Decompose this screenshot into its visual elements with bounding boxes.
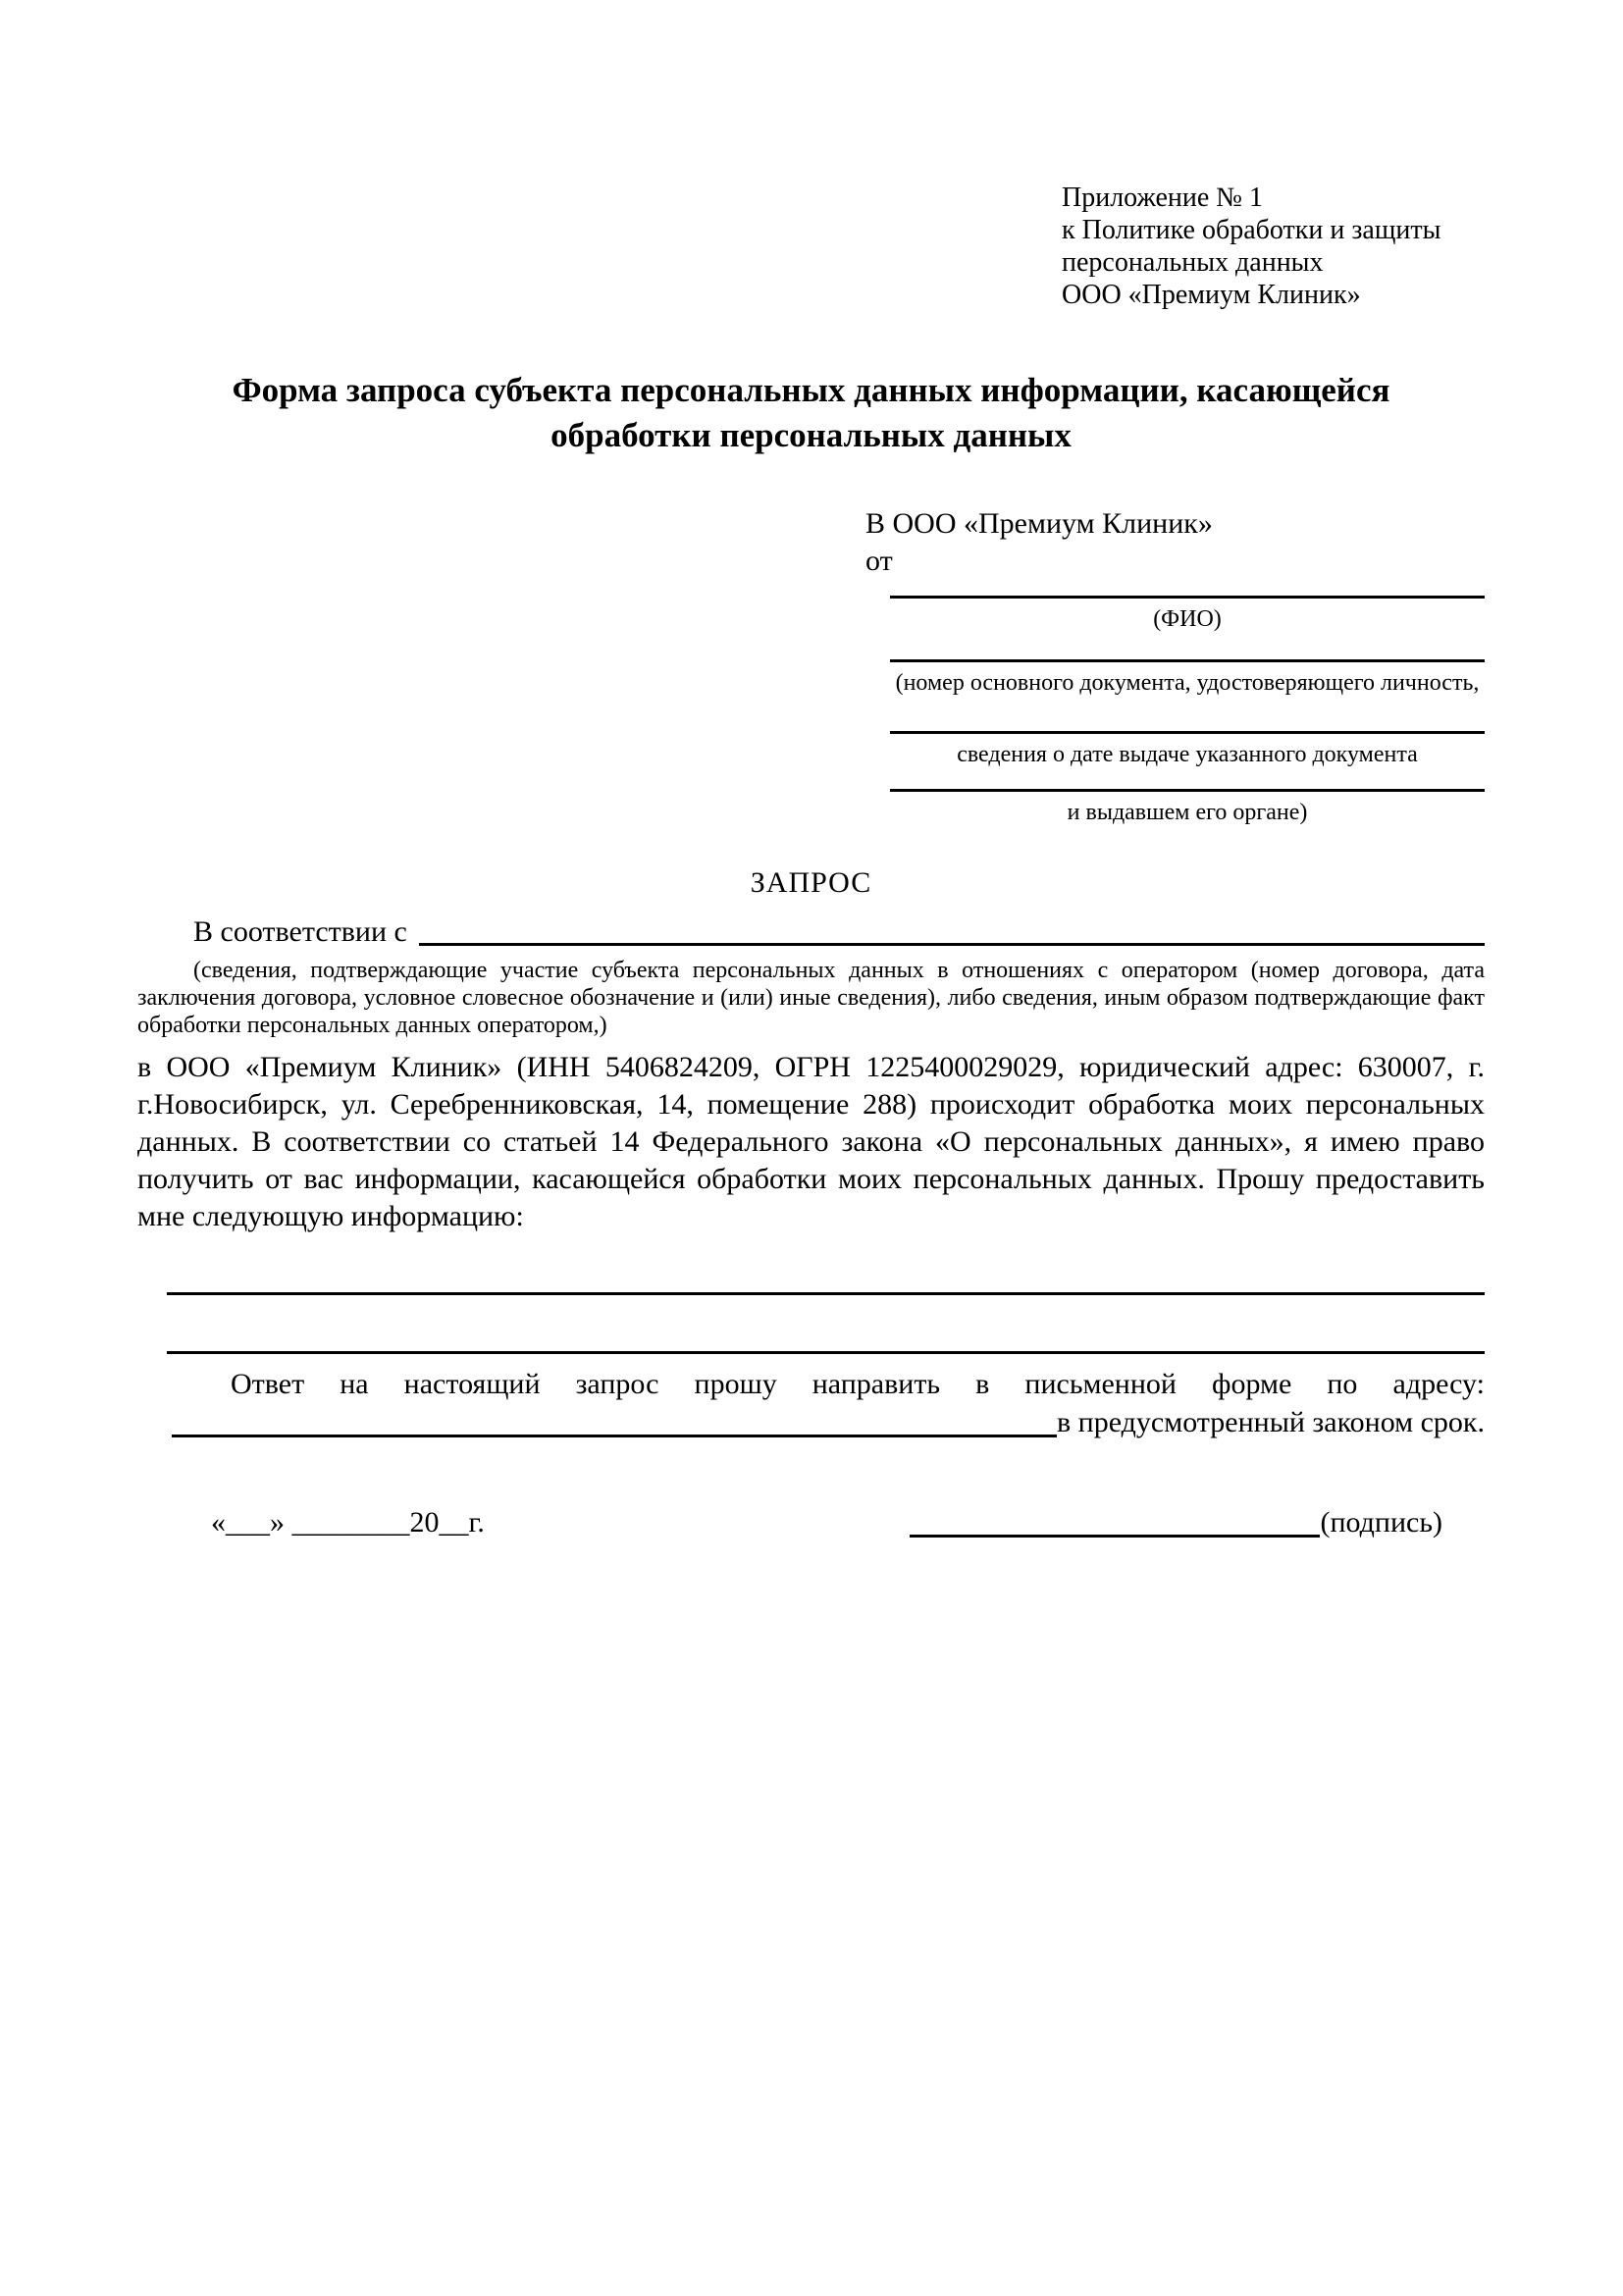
- request-body-text: в ООО «Премиум Клиник» (ИНН 5406824209, ОГРН 1225400029029, юридический адрес: 630007, г. г.Новосибирск, ул. Серебренниковская, 14, помещение 288) происходит обработка моих персональных данных. В соответствии со статьей 14 Федерального закона «О персональных данных», я имею право получить от вас информации, касающейся обработки моих персональных данных. Прошу предоставить мне следующую информацию:: [137, 1051, 1485, 1232]
- issuing-authority-caption: и выдавшем его органе): [1067, 800, 1308, 825]
- date-signature-row: [137, 1503, 1485, 1542]
- basis-fine-print: (сведения, подтверждающие участие субъекта персональных данных в отношениях с оператором (номер договора, дата заключения договора, условное словесное обозначение и (или) иные сведения), либо сведения, иным образом подтверждающие факт обработки персональных данных оператором,): [137, 958, 1485, 1038]
- issue-date-caption: сведения о дате выдаче указанного документа: [957, 742, 1418, 767]
- appendix-header-line-1: Приложение № 1: [1062, 183, 1263, 213]
- recipient-from-label: от: [865, 545, 893, 577]
- request-heading: ЗАПРОС: [750, 866, 872, 899]
- reply-instruction-text: Ответ на настоящий запрос прошу направить в письменной форме по адресу:: [231, 1368, 1485, 1400]
- reply-instruction-tail: в предусмотренный законом срок.: [1057, 1406, 1485, 1438]
- requested-info-blank-line-1: [167, 1292, 1485, 1295]
- appendix-header-line-3: персональных данных: [1062, 247, 1324, 278]
- basis-blank-line: [419, 943, 1485, 946]
- document-number-field: [890, 659, 1485, 698]
- issue-date-blank-line: [890, 731, 1485, 734]
- document-title: Форма запроса субъекта персональных данных информации, касающейся обработки персональных данных: [232, 371, 1390, 454]
- document-number-blank-line: [890, 659, 1485, 662]
- fio-caption: (ФИО): [1153, 606, 1222, 632]
- fio-blank-line: [890, 596, 1485, 599]
- reply-address-row: [137, 1403, 1485, 1442]
- appendix-header-line-4: ООО «Премиум Клиник»: [1062, 280, 1361, 310]
- document-number-caption: (номер основного документа, удостоверяющего личность,: [895, 670, 1480, 696]
- requested-info-blank-line-2: [167, 1351, 1485, 1354]
- recipient-fields: [890, 596, 1485, 827]
- basis-row: [137, 913, 1485, 951]
- date-fill-in: «___» ________20__г.: [211, 1506, 485, 1539]
- appendix-header-line-2: к Политике обработки и защиты: [1062, 215, 1441, 245]
- appendix-header: [1062, 182, 1485, 311]
- signature-group: [910, 1503, 1442, 1542]
- issuing-authority-blank-line: [890, 789, 1485, 792]
- recipient-block: [865, 505, 1485, 827]
- issuing-authority-field: [890, 789, 1485, 827]
- signature-blank-line: [910, 1535, 1320, 1538]
- reply-address-blank-line: [172, 1435, 1057, 1437]
- basis-intro-text: В соответствии с: [193, 915, 407, 948]
- signature-caption: (подпись): [1320, 1506, 1442, 1539]
- recipient-to: В ООО «Премиум Клиник»: [865, 507, 1213, 540]
- issue-date-field: [890, 731, 1485, 769]
- fio-field: [890, 596, 1485, 634]
